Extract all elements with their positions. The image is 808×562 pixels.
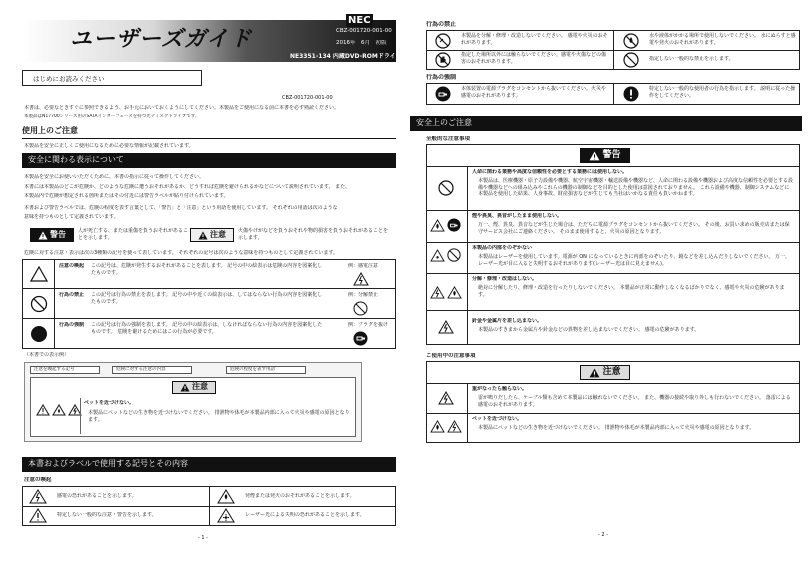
instruction-icon — [623, 86, 639, 102]
example-tag-3: 危険の程度を表す用語 — [226, 366, 306, 374]
doc-title: ユーザーズガイド — [70, 27, 253, 52]
row-example: 例：感電注意 — [348, 263, 379, 269]
w5-body: 本製品のすきまから金属片や針金などの異物を差し込まないでください。 感電の危険があります。 — [478, 327, 700, 333]
caution-triangle-icon — [36, 404, 50, 416]
example-icons — [36, 404, 82, 416]
table-row — [23, 260, 395, 289]
table-divider — [613, 84, 614, 104]
prohibit-icon — [30, 295, 48, 313]
table-divider — [426, 210, 800, 211]
w1-heading: 人命に関わる業務や高度な信頼性を必要とする業務には使用しない。 — [472, 169, 628, 175]
w5-heading: 針金や金属片を差し込まない。 — [472, 318, 543, 324]
safety-line-2: 本書には本製品のどこが危険か、どのような危険に遭うおそれがあるか、どうすれば危険を避けられるかなどについて説明されています。 また、 — [24, 184, 351, 190]
product-name: NE3351-134 内蔵DVD-ROMドライブ — [290, 53, 402, 60]
caution-definition: 火傷やけがなどを負うおそれや物的損害を負うおそれがあることを示します。 — [238, 228, 389, 241]
table-divider — [426, 413, 800, 414]
caution-triangle-icon — [30, 266, 48, 282]
heading-force: 行為の強制 — [426, 74, 457, 81]
fire-icon — [430, 219, 445, 232]
intro-line-2: 本製品はN17700シリーズ用のSATAインターフェースを持つ光ディスクドライブです。 — [24, 114, 200, 119]
caution-label-text: 注意 — [602, 366, 621, 377]
row-name: 行為の強制 — [59, 322, 85, 328]
force-desc: 特定しない一般的な使用者の行為を指示します。 説明に従った操作をしてください。 — [649, 86, 796, 99]
w2-heading: 煙や異臭、異音がしたまま使用しない。 — [472, 213, 563, 219]
intro-line-1: 本書は、必要なときすぐに参照できるよう、お手元においておくようにしてください。本製品をご使用になる前に本書を必ず熟読ください。 — [24, 105, 340, 111]
fire-icon — [52, 404, 66, 416]
electric-shock-icon — [438, 391, 454, 405]
heading-safety: 安全上のご注意 — [410, 116, 802, 131]
caution-triangle-icon — [180, 383, 190, 392]
row-name: 行為の禁止 — [59, 292, 85, 298]
safety-line-3: 本製品内で危険が想定される箇所またはその付近には警告ラベルが貼り付けられています。 — [24, 193, 229, 199]
symbols-table — [22, 486, 396, 526]
w4-icons — [430, 286, 462, 299]
symbol-desc: 感電の恐れがあることを示します。 — [57, 493, 137, 499]
warning-triangle-icon — [38, 231, 48, 240]
electric-shock-icon — [29, 489, 47, 504]
electric-shock-icon — [447, 420, 462, 433]
no-disassembly-icon — [435, 33, 451, 49]
part-number: CBZ-001720-001-00 — [282, 95, 333, 101]
example-note: （本書での表示例） — [24, 352, 70, 358]
prohibit-icon-cell — [23, 289, 55, 318]
warning-label-text: 警告 — [602, 149, 621, 160]
laser-icon — [430, 249, 445, 262]
table-divider — [23, 506, 395, 507]
warning-triangle-icon — [589, 151, 600, 161]
w3-body: 本製品はレーザーを使用しています。電源が ON になっているときに内部をのぞいたり、鏡などを差し込んだりしないでください。 万一、レーザー光が目に入ると失明するおそれがあります(レーザー光は目に見えません)。 — [478, 254, 791, 267]
triangle-icon-cell — [23, 260, 55, 288]
no-water-icon — [623, 33, 639, 49]
example-heading: ペットを近づけない。 — [84, 400, 135, 406]
safety-line-1: 本製品を安全にお使いいただくために、本書の指示に従って操作してください。 — [24, 174, 205, 180]
electric-shock-icon — [438, 320, 454, 334]
usage-subheading: ご使用中の注意事項 — [426, 353, 476, 359]
row-desc: この記号は行為の強制を表します。 記号の中の絵表示は、しなければならない行為の内容を図案化したものです。 危険を避けるためにはこの行為が必要です。 — [91, 322, 323, 335]
force-desc: 本体装置の電源プラグをコンセントから抜いてください。火災や感電のおそれがあります。 — [461, 86, 607, 99]
warning-label-box — [580, 148, 630, 163]
symbol-types-table — [22, 259, 396, 349]
electric-shock-icon — [353, 272, 369, 286]
table-divider — [427, 50, 799, 51]
example-tag-1: 注意を喚起する記号 — [30, 366, 100, 374]
unplug-icon — [435, 86, 451, 102]
w2-icons — [430, 218, 461, 232]
heading-safety-display: 安全に関わる表示について — [22, 153, 396, 168]
prohibit-desc: 本製品を分解・修理・改造しないでください。 感電や火災のおそれがあります。 — [461, 33, 608, 46]
table-divider — [426, 242, 800, 243]
row-example: 例：分解禁止 — [348, 292, 379, 298]
doc-date: 2016年 6月 初版 — [336, 40, 387, 46]
unplug-icon — [447, 218, 461, 232]
no-touch-icon — [435, 52, 451, 68]
symbol-desc: 特定しない一般的な注意・警告を示します。 — [57, 512, 157, 518]
c2-icons — [430, 420, 462, 433]
prohibit-table — [426, 30, 800, 70]
mandatory-circle-icon — [30, 325, 48, 343]
prohibit-icon — [438, 180, 454, 196]
page-2 — [404, 0, 808, 562]
general-caution-icon — [29, 508, 47, 523]
symbol-desc: 発煙または発火のおそれがあることを示します。 — [245, 493, 355, 499]
prohibit-desc: 指定した場所以外には触らないでください。感電や火傷などの傷害のおそれがあります。 — [461, 52, 607, 65]
row-desc: この記号は行為の禁止を表します。 記号の中や近くの絵表示は、してはならない行為の内容を図案化したものです。 — [91, 292, 323, 305]
fire-icon — [217, 489, 235, 504]
example-caution-text: 注意 — [192, 382, 208, 392]
w1-body: 本製品は、医療機器・原子力設備や機器、航空宇宙機器・輸送設備や機器など、人命に関わる設備や機器および高度な信頼性を必要とする設備や機器などへの組み込みやこれらの機器の制御などを目的とした使用は意図されておりません。 これら設備や機器、制御システムなどに本製品を使用した結果、人身事故、財産損害などが生じても当社はいかなる責任も負いかねます。 — [478, 178, 794, 197]
fire-icon — [447, 286, 462, 299]
row-name: 注意の喚起 — [59, 263, 85, 269]
symbol-intro: 危険に対する注意・表示は次の3種類の記号を使って表しています。 それぞれの記号は次のような意味を持つものとして定義されています。 — [24, 250, 338, 256]
nec-logo: NEC — [348, 15, 371, 26]
heading-prohibit: 行為の禁止 — [426, 21, 457, 28]
unplug-icon — [353, 331, 369, 346]
safety-line-4: 本書および警告ラベルでは、危険の程度を表す言葉として、「警告」と「注意」という用語を使用しています。 それぞれの用語は次のような — [24, 205, 338, 211]
caution-label-box — [580, 365, 630, 380]
table-divider — [426, 166, 800, 167]
heading-usage: 使用上のご注意 — [22, 126, 396, 139]
fire-icon — [430, 420, 445, 433]
page-number: - 1 - — [198, 535, 208, 541]
page-number: - 2 - — [598, 532, 608, 538]
prohibit-desc: 指定しない一般的な禁止を示します。 — [649, 56, 734, 62]
example-caution-box — [172, 381, 216, 394]
no-disassembly-icon — [353, 301, 368, 316]
w4-body: 絶対に分解したり、修理・改造を行ったりしないでください。 本製品が正常に動作しなくなるばかりでなく、感電や火災の危険があります。 — [478, 285, 785, 298]
table-divider — [426, 310, 800, 311]
row-desc: この記号は、危険が発生するおそれがあることを表します。 記号の中の絵表示は危険の内容を図案化したものです。 — [91, 263, 323, 276]
table-divider — [426, 273, 800, 274]
usage-text: 本製品を安全に正しくご使用になるために必要な情報が記載されています。 — [24, 143, 194, 149]
warning-label-box — [30, 228, 74, 242]
w3-heading: 本製品の内部をのぞかない — [472, 245, 533, 251]
safety-line-5: 意味を持つものとして定義されています。 — [24, 214, 119, 220]
caution-triangle-icon — [198, 231, 208, 240]
doc-code: CBZ-001720-001-00 — [336, 28, 392, 34]
mandatory-icon-cell — [23, 319, 55, 348]
c1-body: 雷が鳴りだしたら、ケーブル類も含めて本製品には触れないでください。 また、機器の接続や取り外しも行わないでください。 落雷による感電のおそれがあります。 — [478, 395, 791, 408]
warning-definition: 人が死亡する、または重傷を負うおそれがあることを示します。 — [78, 228, 189, 241]
caution-label-text: 注意 — [210, 229, 226, 239]
read-first-box: はじめにお読みください — [22, 70, 202, 86]
symbols-subheading: 注意の喚起 — [24, 477, 52, 483]
symbol-desc: レーザー光による失明の恐れがあることを示します。 — [245, 512, 365, 518]
prohibit-icon — [623, 52, 639, 68]
caution-label-box — [190, 228, 234, 242]
table-divider — [426, 383, 800, 384]
heading-symbols: 本書およびラベルで使用する記号とその内容 — [22, 457, 396, 472]
prohibit-icon — [447, 248, 461, 262]
row-example: 例：プラグを抜け — [348, 322, 389, 328]
laser-icon — [217, 508, 235, 523]
general-subheading: 全般的な注意事項 — [426, 136, 471, 142]
electric-shock-icon — [430, 286, 445, 299]
caution-triangle-icon — [589, 368, 600, 378]
example-tag-2: 危険に対する注意の内容 — [112, 366, 192, 374]
table-row — [23, 289, 395, 319]
table-divider — [467, 167, 468, 344]
c2-body: 本製品にペットなどの生き物を近づけないでください。 排泄物や体毛が本製品内部に入って火災や感電の原因となります。 — [478, 425, 755, 431]
warning-label-text: 警告 — [50, 229, 66, 239]
table-row — [23, 319, 395, 349]
w2-body: 万一、煙、異臭、異音などが生じた場合は、ただちに電源プラグをコンセントから抜いてください。 その後、お買い求めの販売店または保守サービス会社にご連絡ください。 そのまま使用すると、火災の原因となります。 — [478, 222, 790, 235]
c2-heading: ペットを近づけない。 — [472, 416, 523, 422]
w3-icons — [430, 248, 461, 262]
force-table — [426, 83, 800, 105]
c1-heading: 重がなったら触らない。 — [472, 386, 528, 392]
w4-heading: 分解・修理・改造はしない。 — [472, 276, 538, 282]
example-divider — [80, 398, 81, 434]
prohibit-desc: 水や液体がかかる場所で使用しないでください。 水にぬらすと感電や発火のおそれがあります。 — [649, 33, 796, 46]
example-body: 本製品にペットなどの生き物を近づけないでください。 排泄物や体毛が本製品内部に入って火災や感電の原因となります。 — [88, 410, 350, 423]
